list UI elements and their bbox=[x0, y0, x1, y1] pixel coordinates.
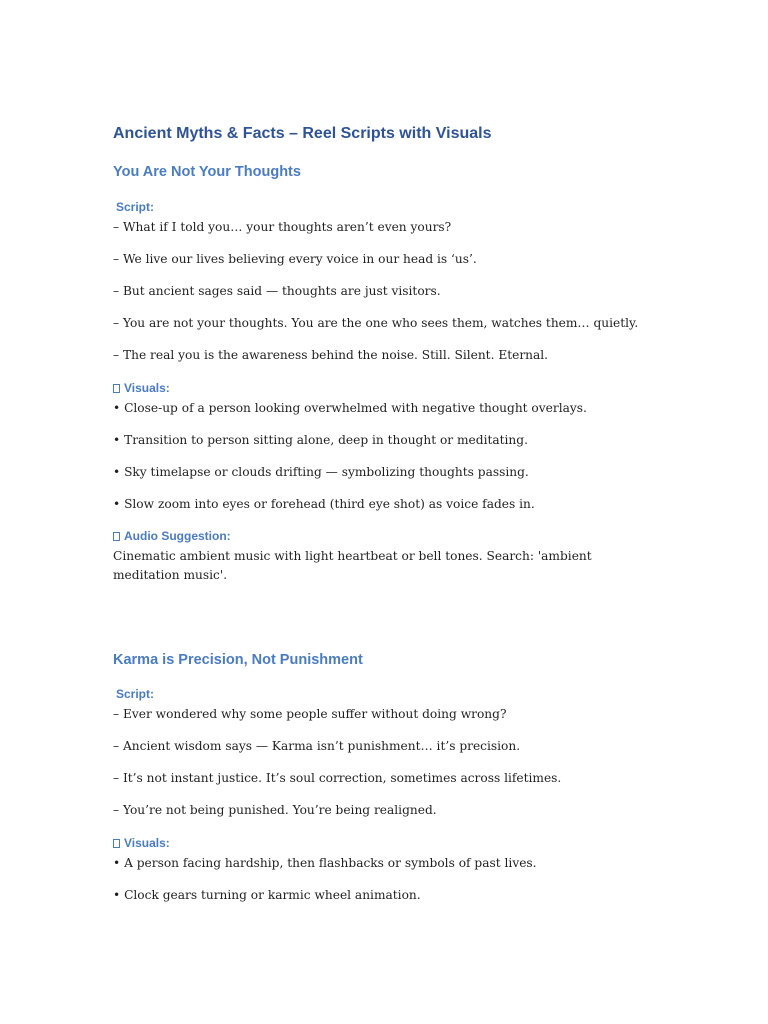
visual-line: • Slow zoom into eyes or forehead (third eye shot) as voice fades in. bbox=[113, 497, 535, 511]
script-line: – We live our lives believing every voice in our head is ‘us’. bbox=[113, 252, 477, 266]
missing-emoji-icon bbox=[113, 384, 120, 393]
visual-line: • Clock gears turning or karmic wheel animation. bbox=[113, 888, 421, 902]
script-line: – You are not your thoughts. You are the one who sees them, watches them… quietly. bbox=[113, 316, 639, 330]
missing-emoji-icon bbox=[113, 532, 120, 541]
audio-text: Cinematic ambient music with light heartbeat or bell tones. Search: 'ambient meditation music'. bbox=[113, 549, 592, 582]
script-line: – The real you is the awareness behind the noise. Still. Silent. Eternal. bbox=[113, 348, 549, 362]
document-title: Ancient Myths & Facts – Reel Scripts with Visuals bbox=[113, 125, 492, 142]
audio-heading bbox=[113, 529, 231, 543]
script-line: – Ancient wisdom says — Karma isn’t punishment… it’s precision. bbox=[113, 739, 521, 753]
section-title: You Are Not Your Thoughts bbox=[113, 164, 301, 180]
visual-line: • Close-up of a person looking overwhelmed with negative thought overlays. bbox=[113, 401, 587, 415]
visuals-label: Visuals: bbox=[124, 836, 170, 850]
visuals-heading bbox=[113, 381, 170, 395]
visuals-heading bbox=[113, 836, 170, 850]
visual-line: • Transition to person sitting alone, deep in thought or meditating. bbox=[113, 433, 528, 447]
visual-line: • Sky timelapse or clouds drifting — symbolizing thoughts passing. bbox=[113, 465, 529, 479]
section-title: Karma is Precision, Not Punishment bbox=[113, 652, 363, 668]
script-line: – It’s not instant justice. It’s soul correction, sometimes across lifetimes. bbox=[113, 771, 562, 785]
script-label: Script: bbox=[116, 200, 155, 214]
script-label: Script: bbox=[116, 687, 155, 701]
audio-label: Audio Suggestion: bbox=[124, 529, 231, 543]
script-line: – What if I told you… your thoughts aren’t even yours? bbox=[113, 220, 452, 234]
script-line: – You’re not being punished. You’re being realigned. bbox=[113, 803, 437, 817]
script-line: – But ancient sages said — thoughts are just visitors. bbox=[113, 284, 441, 298]
script-line: – Ever wondered why some people suffer without doing wrong? bbox=[113, 707, 507, 721]
visual-line: • A person facing hardship, then flashbacks or symbols of past lives. bbox=[113, 856, 537, 870]
visuals-label: Visuals: bbox=[124, 381, 170, 395]
missing-emoji-icon bbox=[113, 839, 120, 848]
